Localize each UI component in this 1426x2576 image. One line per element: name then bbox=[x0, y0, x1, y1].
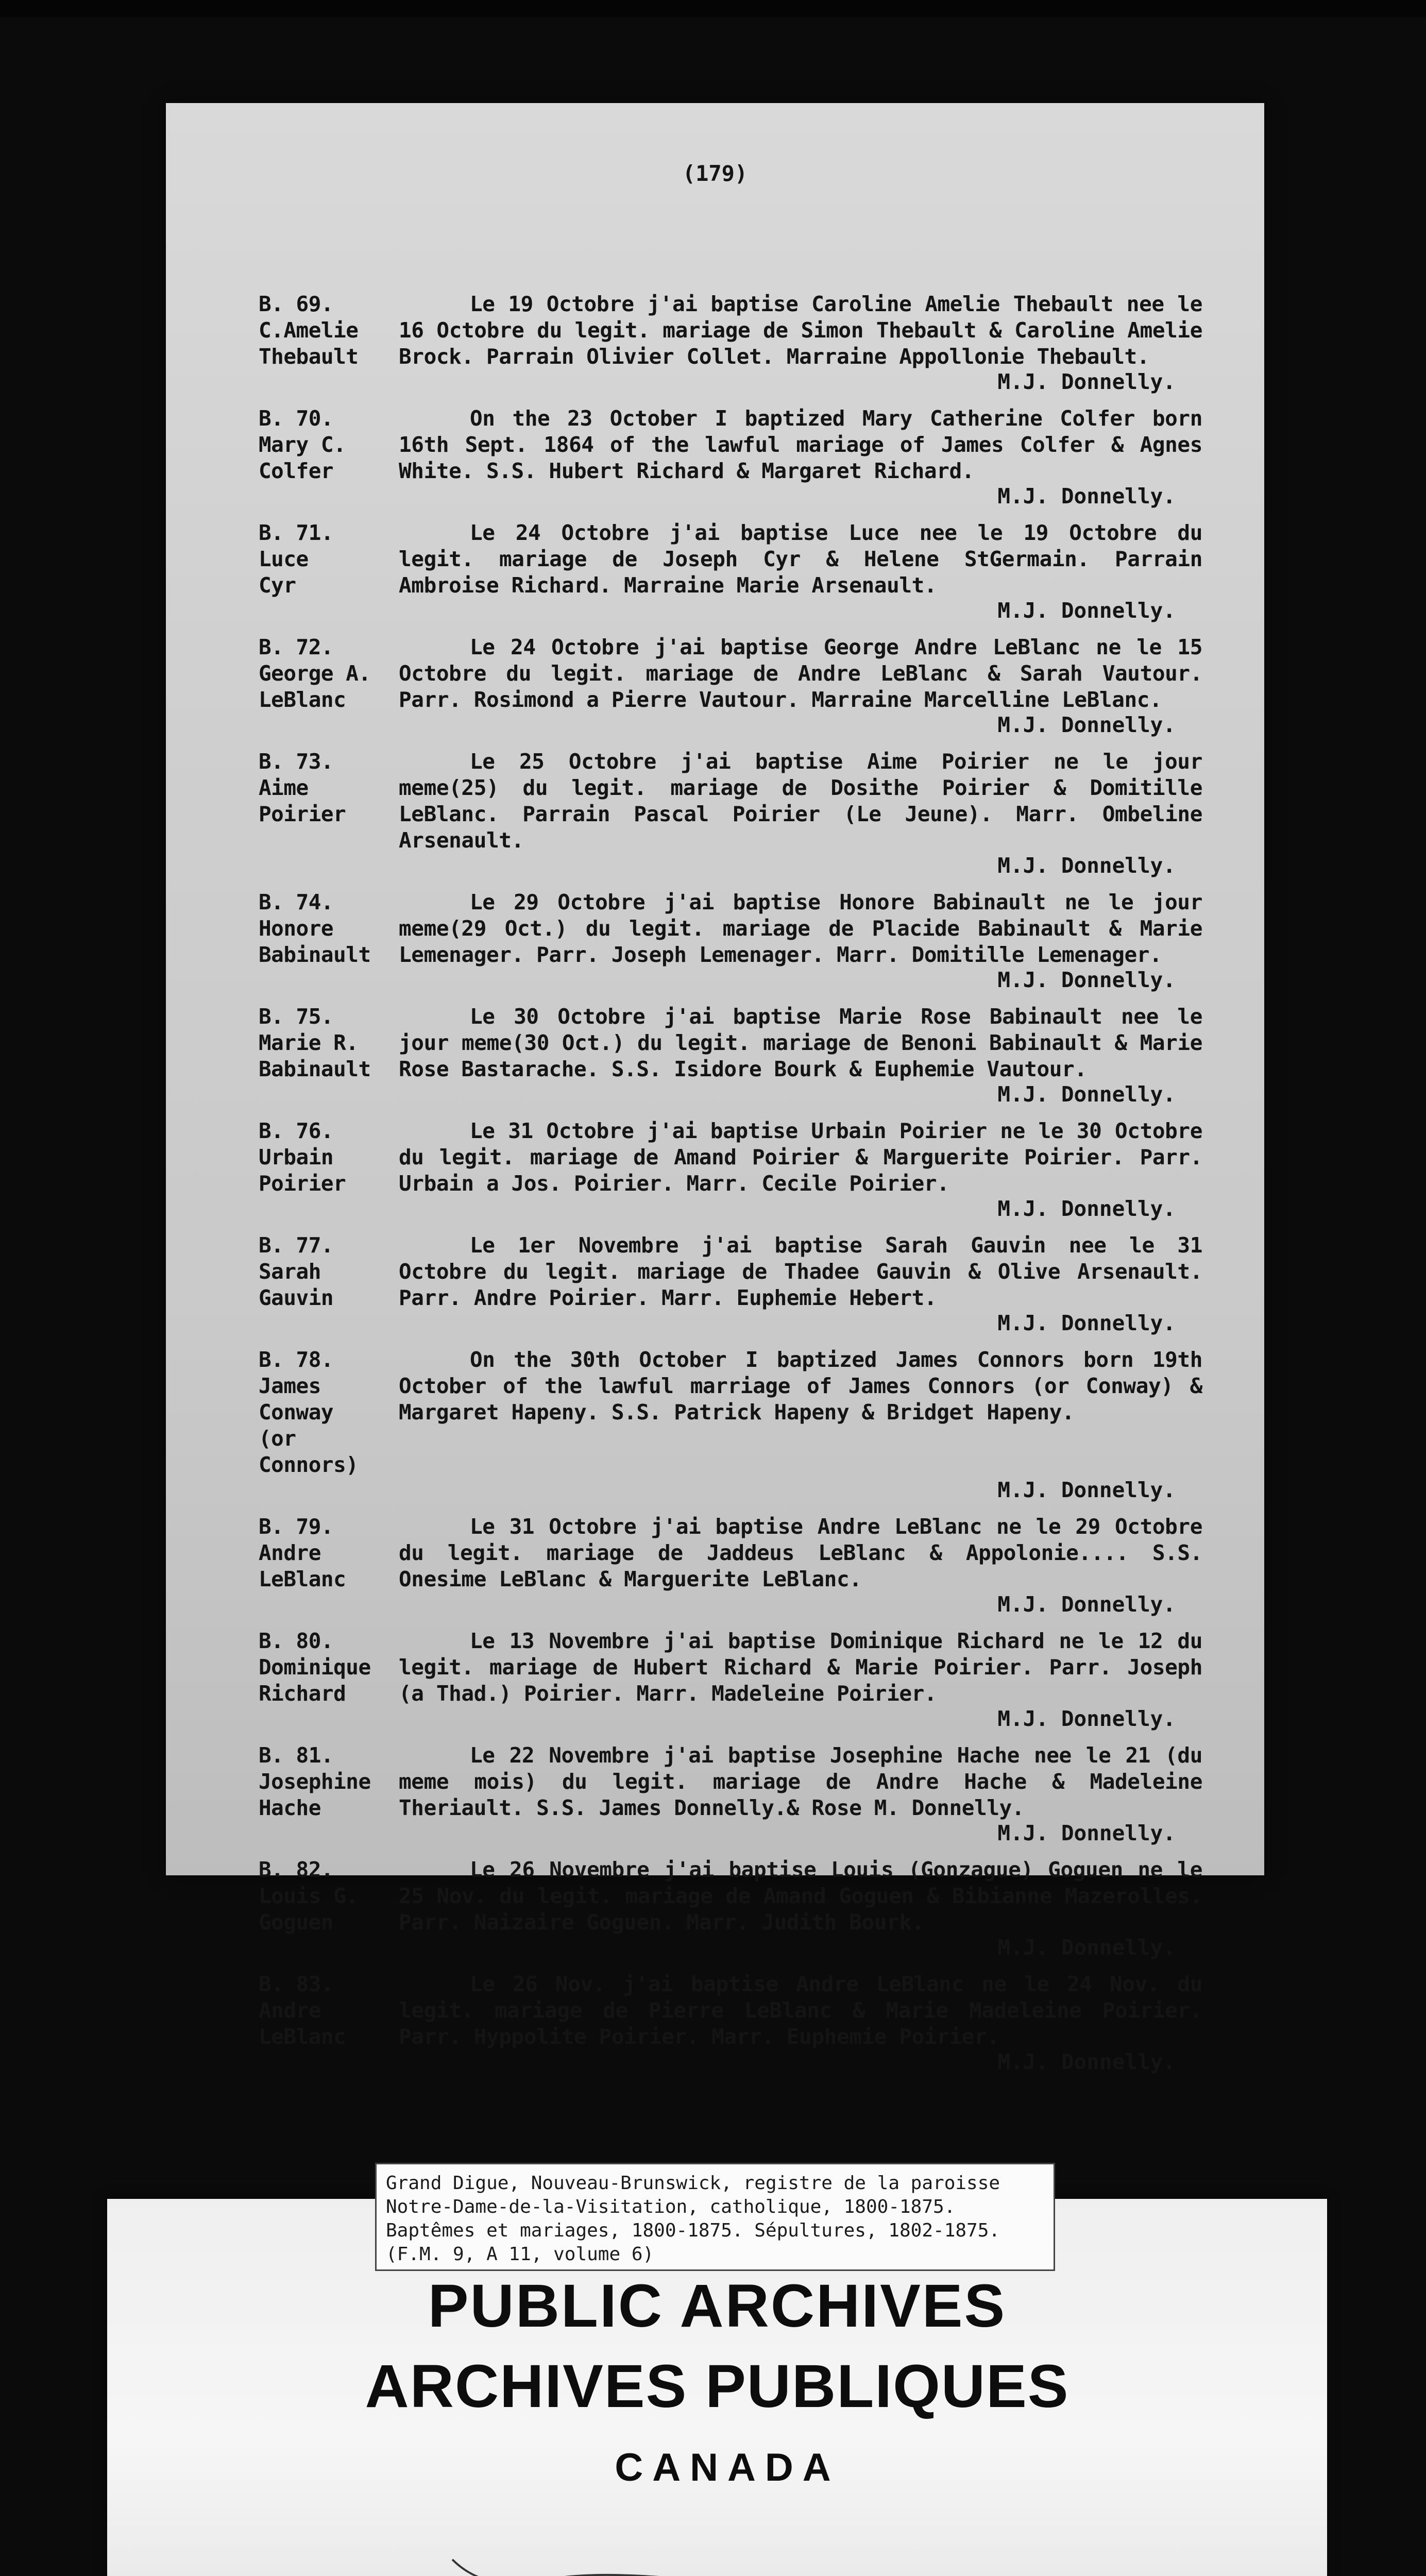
register-entry bbox=[259, 634, 1263, 738]
register-entry bbox=[259, 291, 1263, 395]
entry-text: Le 30 Octobre j'ai baptise Marie Rose Babinault nee le jour meme(30 Oct.) du legit. mariage de Benoni Babinault & Marie Rose Bastarache. S.S. Isidore Bourk & Euphemie Vautour. bbox=[399, 1004, 1202, 1081]
register-entry bbox=[259, 1628, 1263, 1732]
entry-signature: M.J. Donnelly. bbox=[997, 1706, 1176, 1731]
entry-body bbox=[259, 1742, 1263, 1821]
entry-signature: M.J. Donnelly. bbox=[997, 598, 1176, 623]
register-entry bbox=[259, 405, 1263, 510]
page-number: (179) bbox=[682, 161, 748, 186]
entry-text: Le 26 Novembre j'ai baptise Louis (Gonzague) Goguen ne le 25 Nov. du legit. mariage de Amand Goguen & Bibianne Mazerolles. Parr. Naizaire Goguen. Marr. Judith Bourk. bbox=[399, 1857, 1202, 1935]
catalog-line: (F.M. 9, A 11, volume 6) bbox=[386, 2244, 654, 2265]
register-entry bbox=[259, 1118, 1263, 1222]
entry-body bbox=[259, 1857, 1263, 1936]
register-entry bbox=[259, 1971, 1263, 2075]
entry-signature: M.J. Donnelly. bbox=[997, 1196, 1176, 1221]
register-entry bbox=[259, 749, 1263, 879]
entry-margin-label: B. 74. Honore Babinault bbox=[259, 890, 371, 967]
register-entry bbox=[259, 520, 1263, 624]
entry-body bbox=[259, 634, 1263, 713]
entry-signature: M.J. Donnelly. bbox=[997, 1311, 1176, 1335]
entry-signature: M.J. Donnelly. bbox=[997, 1592, 1176, 1617]
entry-margin-label: B. 83. Andre LeBlanc bbox=[259, 1972, 346, 2049]
entry-text: Le 31 Octobre j'ai baptise Urbain Poirier ne le 30 Octobre du legit. mariage de Amand Poirier & Marguerite Poirier. Parr. Urbain a Jos. Poirier. Marr. Cecile Poirier. bbox=[399, 1118, 1202, 1196]
catalog-line: Baptêmes et mariages, 1800-1875. Sépultures, 1802-1875. bbox=[386, 2220, 1000, 2241]
entry-margin-label: B. 82. Louis G. Goguen bbox=[259, 1857, 359, 1935]
register-entry bbox=[259, 1857, 1263, 1961]
entry-signature: M.J. Donnelly. bbox=[997, 968, 1176, 992]
entry-signature: M.J. Donnelly. bbox=[997, 1478, 1176, 1502]
entry-margin-label: B. 69. C.Amelie Thebault bbox=[259, 292, 359, 369]
entry-body bbox=[259, 1347, 1263, 1478]
entry-body bbox=[259, 520, 1263, 599]
register-entry bbox=[259, 1347, 1263, 1503]
register-entries bbox=[259, 291, 1263, 2086]
entry-signature: M.J. Donnelly. bbox=[997, 2049, 1176, 2074]
entry-signature: M.J. Donnelly. bbox=[997, 853, 1176, 878]
entry-margin-label: B. 80. Dominique Richard bbox=[259, 1629, 371, 1706]
entry-text: Le 26 Nov. j'ai baptise Andre LeBlanc ne le 24 Nov. du legit. mariage de Pierre LeBlanc & Marie Madeleine Poirier. Parr. Hyppolite Poirier. Marr. Euphemie Poirier. bbox=[399, 1972, 1202, 2049]
entry-body bbox=[259, 1232, 1263, 1311]
entry-body bbox=[259, 291, 1263, 370]
entry-text: On the 30th October I baptized James Connors born 19th October of the lawful marriage of James Connors (or Conway) & Margaret Hapeny. S.S. Patrick Hapeny & Bridget Hapeny. bbox=[399, 1347, 1202, 1425]
entry-text: Le 31 Octobre j'ai baptise Andre LeBlanc ne le 29 Octobre du legit. mariage de Jaddeus LeBlanc & Appolonie.... S.S. Onesime LeBlanc & Marguerite LeBlanc. bbox=[399, 1514, 1202, 1591]
entry-margin-label: B. 75. Marie R. Babinault bbox=[259, 1004, 371, 1081]
entry-margin-label: B. 76. Urbain Poirier bbox=[259, 1118, 346, 1196]
entry-margin-label: B. 70. Mary C. Colfer bbox=[259, 406, 346, 483]
entry-body bbox=[259, 749, 1263, 854]
entry-text: Le 24 Octobre j'ai baptise Luce nee le 19 Octobre du legit. mariage de Joseph Cyr & Helene StGermain. Parrain Ambroise Richard. Marraine Marie Arsenault. bbox=[399, 520, 1202, 598]
register-entry bbox=[259, 1742, 1263, 1846]
entry-text: Le 25 Octobre j'ai baptise Aime Poirier ne le jour meme(25) du legit. mariage de Dosithe Poirier & Domitille LeBlanc. Parrain Pascal Poirier (Le Jeune). Marr. Ombeline Arsenault. bbox=[399, 749, 1202, 853]
entry-text: Le 24 Octobre j'ai baptise George Andre LeBlanc ne le 15 Octobre du legit. mariage de Andre LeBlanc & Sarah Vautour. Parr. Rosimond a Pierre Vautour. Marraine Marcelline LeBlanc. bbox=[399, 635, 1202, 712]
entry-margin-label: B. 72. George A. LeBlanc bbox=[259, 635, 371, 712]
entry-margin-label: B. 81. Josephine Hache bbox=[259, 1743, 371, 1820]
register-entry bbox=[259, 1232, 1263, 1336]
entry-margin-label: B. 73. Aime Poirier bbox=[259, 749, 346, 826]
entry-text: Le 22 Novembre j'ai baptise Josephine Hache nee le 21 (du meme mois) du legit. mariage de Andre Hache & Madeleine Theriault. S.S. James Donnelly.& Rose M. Donnelly. bbox=[399, 1743, 1202, 1820]
entry-body bbox=[259, 1628, 1263, 1707]
entry-body bbox=[259, 1118, 1263, 1197]
entry-margin-label: B. 77. Sarah Gauvin bbox=[259, 1233, 334, 1310]
register-page bbox=[166, 103, 1264, 2074]
entry-body bbox=[259, 1004, 1263, 1082]
register-entry bbox=[259, 1514, 1263, 1618]
entry-body bbox=[259, 1971, 1263, 2050]
entry-text: Le 19 Octobre j'ai baptise Caroline Amelie Thebault nee le 16 Octobre du legit. mariage de Simon Thebault & Caroline Amelie Brock. Parrain Olivier Collet. Marraine Appollonie Thebault. bbox=[399, 292, 1202, 369]
entry-signature: M.J. Donnelly. bbox=[997, 1082, 1176, 1107]
film-edge-top bbox=[0, 0, 1426, 18]
catalog-line: Notre-Dame-de-la-Visitation, catholique, 1800-1875. bbox=[386, 2196, 956, 2217]
catalog-slip bbox=[375, 2163, 1055, 2271]
archive-card bbox=[107, 2173, 1327, 2576]
archives-country: CANADA bbox=[615, 2446, 840, 2489]
entry-text: On the 23 October I baptized Mary Catherine Colfer born 16th Sept. 1864 of the lawful mariage of James Colfer & Agnes White. S.S. Hubert Richard & Margaret Richard. bbox=[399, 406, 1202, 483]
register-entry bbox=[259, 1004, 1263, 1108]
entry-signature: M.J. Donnelly. bbox=[997, 1821, 1176, 1845]
entry-margin-label: B. 78. James Conway (or Connors) bbox=[259, 1347, 359, 1477]
register-entry bbox=[259, 889, 1263, 993]
archives-heading-en: PUBLIC ARCHIVES bbox=[428, 2272, 1007, 2340]
entry-signature: M.J. Donnelly. bbox=[997, 369, 1176, 394]
entry-body bbox=[259, 405, 1263, 484]
entry-signature: M.J. Donnelly. bbox=[997, 713, 1176, 737]
entry-text: Le 13 Novembre j'ai baptise Dominique Richard ne le 12 du legit. mariage de Hubert Richard & Marie Poirier. Parr. Joseph (a Thad.) Poirier. Marr. Madeleine Poirier. bbox=[399, 1629, 1202, 1706]
entry-margin-label: B. 79. Andre LeBlanc bbox=[259, 1514, 346, 1591]
entry-signature: M.J. Donnelly. bbox=[997, 1935, 1176, 1960]
pen-scratch-mark bbox=[447, 2554, 715, 2576]
archives-heading-fr: ARCHIVES PUBLIQUES bbox=[365, 2352, 1070, 2420]
entry-text: Le 1er Novembre j'ai baptise Sarah Gauvin nee le 31 Octobre du legit. mariage de Thadee Gauvin & Olive Arsenault. Parr. Andre Poirier. Marr. Euphemie Hebert. bbox=[399, 1233, 1202, 1310]
entry-body bbox=[259, 1514, 1263, 1592]
catalog-line: Grand Digue, Nouveau-Brunswick, registre de la paroisse bbox=[386, 2173, 1000, 2194]
entry-signature: M.J. Donnelly. bbox=[997, 484, 1176, 509]
entry-margin-label: B. 71. Luce Cyr bbox=[259, 520, 334, 598]
entry-body bbox=[259, 889, 1263, 968]
entry-text: Le 29 Octobre j'ai baptise Honore Babinault ne le jour meme(29 Oct.) du legit. mariage de Placide Babinault & Marie Lemenager. Parr. Joseph Lemenager. Marr. Domitille Lemenager. bbox=[399, 890, 1202, 967]
